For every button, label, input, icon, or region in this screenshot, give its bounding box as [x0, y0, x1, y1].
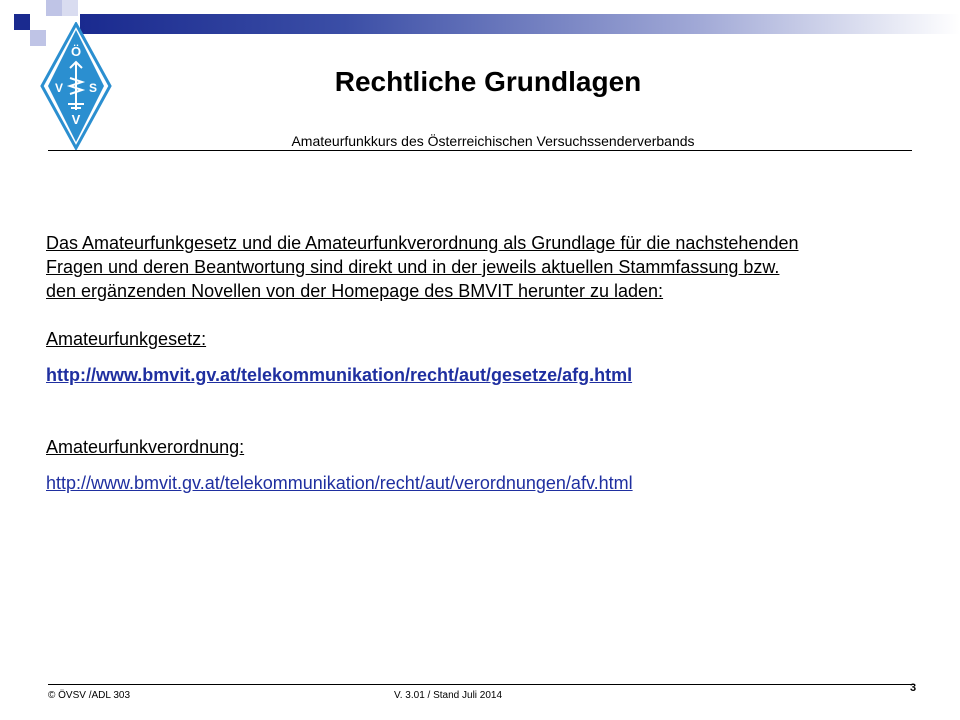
intro-line: den ergänzenden Novellen von der Homepage des BMVIT herunter zu laden:: [46, 281, 664, 301]
footer-version: V. 3.01 / Stand Juli 2014: [394, 690, 503, 701]
corner-square-light: [46, 0, 62, 16]
header-gradient-bar: [80, 14, 960, 34]
law-link[interactable]: http://www.bmvit.gv.at/telekommunikation/recht/aut/gesetze/afg.html: [46, 365, 633, 385]
footer-divider: [48, 684, 914, 685]
footer-copyright: © ÖVSV /ADL 303: [48, 690, 131, 701]
intro-line: Fragen und deren Beantwortung sind direkt und in der jeweils aktuellen Stammfassung bzw.: [46, 257, 780, 277]
header-divider: [48, 150, 912, 151]
regulation-heading: Amateurfunkverordnung:: [46, 437, 245, 457]
corner-square-light: [62, 0, 78, 16]
page-number: 3: [910, 682, 917, 694]
law-heading: Amateurfunkgesetz:: [46, 329, 207, 349]
logo-letter-bottom: V: [71, 112, 81, 127]
logo-letter-right: S: [88, 81, 98, 95]
page-subtitle: Amateurfunkkurs des Österreichischen Versuchssenderverbands: [291, 133, 695, 149]
main-content: [46, 231, 946, 495]
intro-line: Das Amateurfunkgesetz und die Amateurfunkverordnung als Grundlage für die nachstehenden: [46, 233, 799, 253]
logo-letter-left: V: [54, 81, 64, 95]
page-title: Rechtliche Grundlagen: [334, 66, 642, 97]
logo-letter-top: Ö: [70, 44, 82, 59]
regulation-link[interactable]: http://www.bmvit.gv.at/telekommunikation/recht/aut/verordnungen/afv.html: [46, 473, 633, 493]
corner-square-dark: [14, 14, 30, 30]
